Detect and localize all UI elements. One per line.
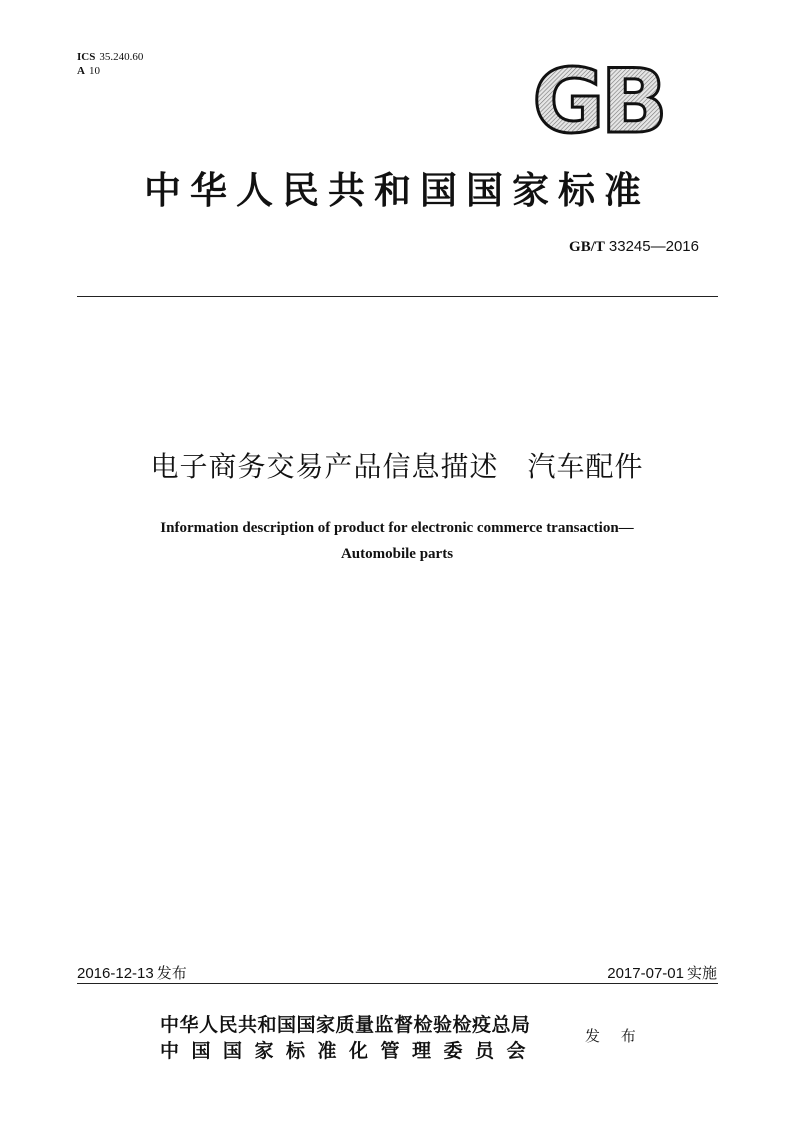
publish-label: 发 布	[585, 1027, 644, 1045]
ics-label: ICS	[77, 51, 96, 63]
ics-value: 35.240.60	[99, 51, 144, 63]
ics-code-block	[77, 50, 143, 78]
issuer-sac: 中国国家标准化管理委员会	[160, 1040, 539, 1062]
top-divider	[77, 296, 718, 297]
gb-logo-text: GB	[532, 60, 664, 140]
implement-date-value: 2017-07-01	[607, 965, 684, 982]
standard-number	[569, 238, 699, 256]
english-title-line2: Automobile parts	[340, 546, 454, 562]
bottom-divider	[77, 983, 718, 984]
issue-date-label: 发布	[156, 964, 187, 982]
class-line	[77, 64, 143, 78]
issue-date	[77, 962, 187, 983]
implement-date	[607, 962, 717, 983]
gb-logo	[520, 60, 676, 140]
chinese-title: 电子商务交易产品信息描述 汽车配件	[150, 450, 644, 483]
ics-line	[77, 50, 143, 64]
english-title	[0, 515, 794, 567]
class-value: 10	[88, 65, 100, 77]
issue-date-value: 2016-12-13	[77, 965, 154, 982]
class-label: A	[77, 65, 85, 77]
national-standard-title: 中华人民共和国国家标准	[144, 169, 650, 212]
standard-prefix: GB/T	[569, 239, 605, 255]
english-title-line1: Information description of product for electronic commerce transaction—	[160, 520, 634, 536]
standard-code: 33245—2016	[608, 238, 699, 255]
implement-date-label: 实施	[686, 964, 717, 982]
issuer-aqsiq: 中华人民共和国国家质量监督检验检疫总局	[160, 1014, 531, 1036]
